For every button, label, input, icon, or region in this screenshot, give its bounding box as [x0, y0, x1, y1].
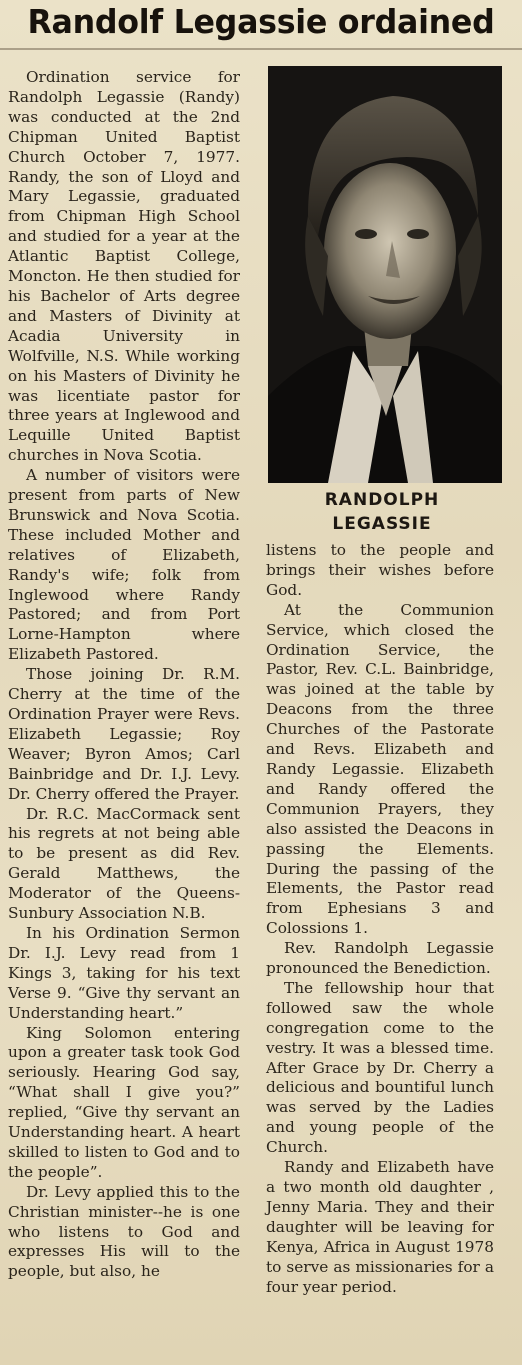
- article-right-column: [266, 541, 494, 1297]
- paragraph: Rev. Randolph Legassie pronounced the Benediction.: [266, 939, 494, 978]
- caption-line: LEGASSIE: [332, 514, 432, 534]
- paragraph: Those joining Dr. R.M. Cherry at the time of the Ordination Prayer were Revs. Elizabeth Legassie; Roy Weaver; Byron Amos; Carl Bainbridge and Dr. I.J. Levy. Dr. Cherry offered the Prayer.: [8, 665, 240, 803]
- headline: Randolf Legassie ordained: [27, 2, 495, 41]
- paragraph: Dr. Levy applied this to the Christian minister--he is one who listens to God and expresses His will to the people, but also, he: [8, 1182, 240, 1281]
- paragraph: A number of visitors were present from parts of New Brunswick and Nova Scotia. These included Mother and relatives of Elizabeth, Randy's wife; folk from Inglewood where Randy Pastored; and from Port Lorne-Hampton where Elizabeth Pastored.: [8, 466, 240, 664]
- paragraph: In his Ordination Sermon Dr. I.J. Levy read from 1 Kings 3, taking for his text Verse 9. “Give thy servant an Understanding heart.”: [8, 923, 240, 1022]
- article-left-column: [8, 68, 240, 1282]
- paragraph: At the Communion Service, which closed the Ordination Service, the Pastor, Rev. C.L. Bainbridge, was joined at the table by Deacons from the three Churches of the Pastorate and Revs. Elizabeth and Randy Legassie. Elizabeth and Randy offered the Communion Prayers, they also assisted the Deacons in passing the Elements. During the passing of the Elements, the Pastor read from Ephesians 3 and Colossions 1.: [266, 600, 494, 938]
- paragraph: The fellowship hour that followed saw the whole congregation come to the vestry. It was a blessed time. After Grace by Dr. Cherry a delicious and bountiful lunch was served by the Ladies and young people of the Church.: [266, 978, 494, 1157]
- paragraph: King Solomon entering upon a greater task took God seriously. Hearing God say, “What shall I give you?” replied, “Give thy servant an Understanding heart. A heart skilled to listen to God and to the people”.: [8, 1023, 240, 1181]
- paragraph: listens to the people and brings their wishes before God.: [266, 541, 494, 599]
- paragraph: Dr. R.C. MacCormack sent his regrets at not being able to be present as did Rev. Gerald Matthews, the Moderator of the Queens-Sunbury Association N.B.: [8, 804, 240, 923]
- portrait-photo: [268, 66, 502, 483]
- photo-caption: [266, 488, 498, 536]
- paragraph: Ordination service for Randolph Legassie (Randy) was conducted at the 2nd Chipman United Baptist Church October 7, 1977. Randy, the son of Lloyd and Mary Legassie, graduated from Chipman High School and studied for a year at the Atlantic Baptist College, Moncton. He then studied for his Bachelor of Arts degree and Masters of Divinity at Acadia University in Wolfville, N.S. While working on his Masters of Divinity he was licentiate pastor for three years at Inglewood and Lequille United Baptist churches in Nova Scotia.: [8, 68, 240, 465]
- caption-line: RANDOLPH: [324, 490, 440, 510]
- headline-rule: [0, 48, 522, 50]
- portrait-image: [268, 66, 502, 483]
- paragraph: Randy and Elizabeth have a two month old daughter , Jenny Maria. They and their daughter will be leaving for Kenya, Africa in August 1978 to serve as missionaries for a four year period.: [266, 1158, 494, 1296]
